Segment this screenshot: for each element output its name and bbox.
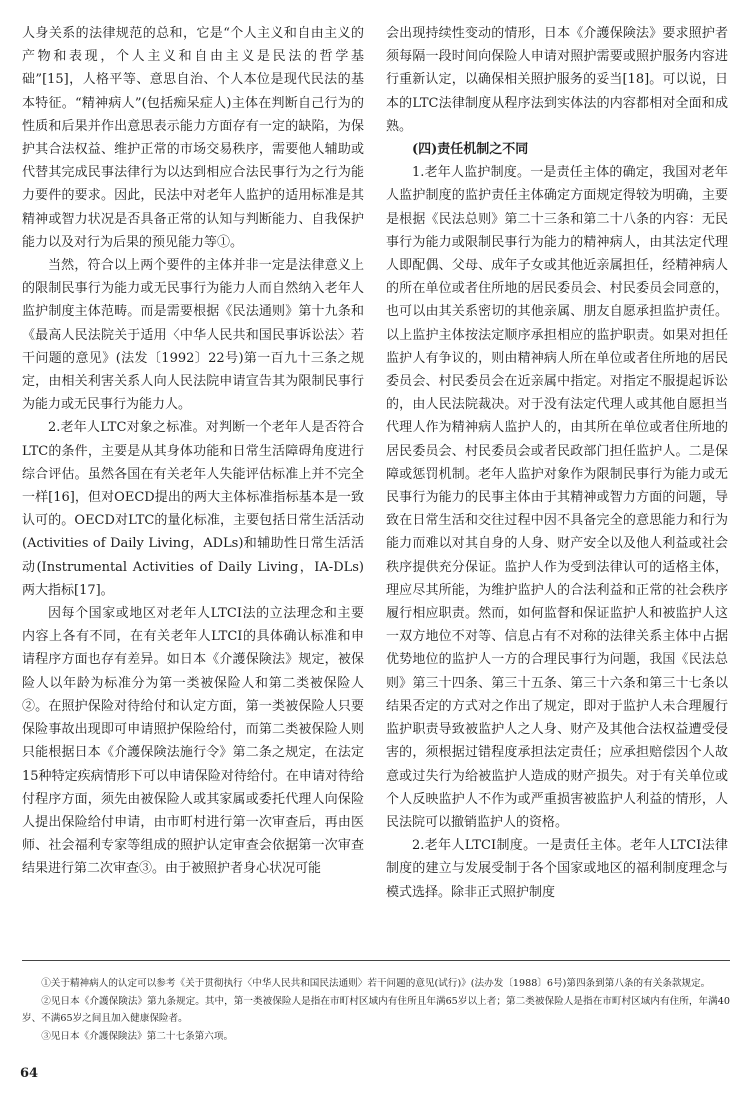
paragraph: 因每个国家或地区对老年人LTCI法的立法理念和主要内容上各有不同，在有关老年人LTCI的具体确认标准和申请程序方面也存有差异。如日本《介護保険法》规定，被保险人以年龄为标准分为第一类被保险人和第二类被保险人②。在照护保险对待给付和认定方面，第一类被保险人只要保险事故出现即可申请照护保险给付，而第二类被保险人则只能根据日本《介護保険法施行令》第二条之规定，在法定15种特定疾病情形下可以申请保险对待给付。在申请对待给付程序方面，须先由被保险人或其家属或委托代理人向保险人提出保险给付申请，由市町村进行第一次审查后，再由医师、社会福利专家等组成的照护认定审查会依据第一次审查结果进行第二次审查③。由于被照护者身心状况可能 bbox=[22, 606, 364, 877]
paragraph: 2.老年人LTC对象之标准。对判断一个老年人是否符合LTC的条件，主要是从其身体功能和日常生活障碍角度进行综合评估。虽然各国在有关老年人失能评估标准上并不完全一样[16]，但对OECD提出的两大主体标准指标基本是一致认可的。OECD对LTC的量化标准，主要包括日常生活活动(Activities of Daily Living，ADLs)和辅助性日常生活活动(Instrumental Activities of Daily Living，IA-DLs)两大指标[17]。 bbox=[22, 420, 364, 598]
section-heading: (四)责任机制之不同 bbox=[412, 142, 529, 158]
footnote: ②见日本《介護保険法》第九条规定。其中，第一类被保险人是指在市町村区域内有住所且年满65岁以上者；第二类被保险人是指在市町村区域内有住所，年满40岁、不满65岁之间且加入健康保险者。 bbox=[22, 995, 730, 1024]
paragraph: 2.老年人LTCI制度。一是责任主体。老年人LTCI法律制度的建立与发展受制于各个国家或地区的福利制度理念与模式选择。除非正式照护制度 bbox=[386, 838, 728, 900]
paragraph: 当然，符合以上两个要件的主体并非一定是法律意义上的限制民事行为能力或无民事行为能力人而自然纳入老年人监护制度主体范畴。而是需要根据《民法通则》第十九条和《最高人民法院关于适用〈中华人民共和国民事诉讼法〉若干问题的意见》(法发〔1992〕22号)第一百九十三条之规定，由相关利害关系人向人民法院申请宣告其为限制民事行为能力或无民事行为能力人。 bbox=[22, 258, 364, 413]
page-number: 64 bbox=[20, 1066, 39, 1081]
left-column bbox=[22, 22, 364, 881]
footnote: ③见日本《介護保険法》第二十七条第六项。 bbox=[41, 1030, 234, 1042]
right-column bbox=[386, 22, 728, 904]
paragraph: 人身关系的法律规范的总和，它是“个人主义和自由主义的产物和表现，个人主义和自由主义是民法的哲学基础”[15]，人格平等、意思自治、个人本位是现代民法的基本特征。“精神病人”(包括痴呆症人)主体在判断自己行为的性质和后果并作出意思表示能力方面存有一定的缺陷，为保护其合法权益、维护正常的市场交易秩序，需要他人辅助或代替其完成民事法律行为以达到相应合法民事行为之行为能力要件的要求。因此，民法中对老年人监护的适用标准是其精神或智力状况是否具备正常的认知与判断能力、自我保护能力以及对行为后果的预见能力等①。 bbox=[22, 26, 364, 250]
footnote: ①关于精神病人的认定可以参考《关于贯彻执行〈中华人民共和国民法通则〉若干问题的意见(试行)》(法办发〔1988〕6号)第四条到第八条的有关条款规定。 bbox=[41, 978, 711, 989]
paragraph: 会出现持续性变动的情形，日本《介護保険法》要求照护者须每隔一段时间向保险人申请对照护需要或照护服务内容进行重新认定，以确保相关照护服务的妥当[18]。可以说，日本的LTC法律制度从程序法到实体法的内容都相对全面和成熟。 bbox=[386, 26, 728, 134]
footnotes bbox=[22, 960, 730, 1045]
paragraph: 1.老年人监护制度。一是责任主体的确定，我国对老年人监护制度的监护责任主体确定方面规定得较为明确，主要是根据《民法总则》第二十三条和第二十八条的内容：无民事行为能力或限制民事行为能力的精神病人，由其法定代理人即配偶、父母、成年子女或其他近亲属担任，经精神病人的所在单位或者住所地的居民委员会、村民委员会同意的，也可以由其关系密切的其他亲属、朋友自愿承担监护责任。以上监护主体按法定顺序承担相应的监护职责。如果对担任监护人有争议的，则由精神病人所在单位或者住所地的居民委员会、村民委员会在近亲属中指定。对指定不服提起诉讼的，由人民法院裁决。对于没有法定代理人或其他自愿担当代理人作为精神病人监护人的，由其所在单位或者住所地的居民委员会、村民委员会或者民政部门担任监护人。二是保障或惩罚机制。老年人监护对象作为限制民事行为能力或无民事行为能力的民事主体由于其精神或智力方面的问题，导致在日常生活和交往过程中因不具备完全的意思能力和行为能力而难以对其自身的人身、财产安全以及他人利益或社会秩序提供充分保证。监护人作为受到法律认可的适格主体，理应尽其所能，为维护监护人的合法利益和正常的社会秩序履行相应职责。然而，如何监督和保证监护人和被监护人这一双方地位不对等、信息占有不对称的法律关系主体中占据优势地位的监护人一方的合理民事行为问题，我国《民法总则》第三十四条、第三十五条、第三十六条和第三十七条以结果否定的方式对之作出了规定，即对于监护人未合理履行监护职责导致被监护人之人身、财产及其他合法权益遭受侵害的，须根据过错程度承担法定责任；应承担赔偿因个人故意或过失行为给被监护人造成的财产损失。对于有关单位或个人反映监护人不作为或严重损害被监护人利益的情形，人民法院可以撤销监护人的资格。 bbox=[386, 165, 728, 830]
